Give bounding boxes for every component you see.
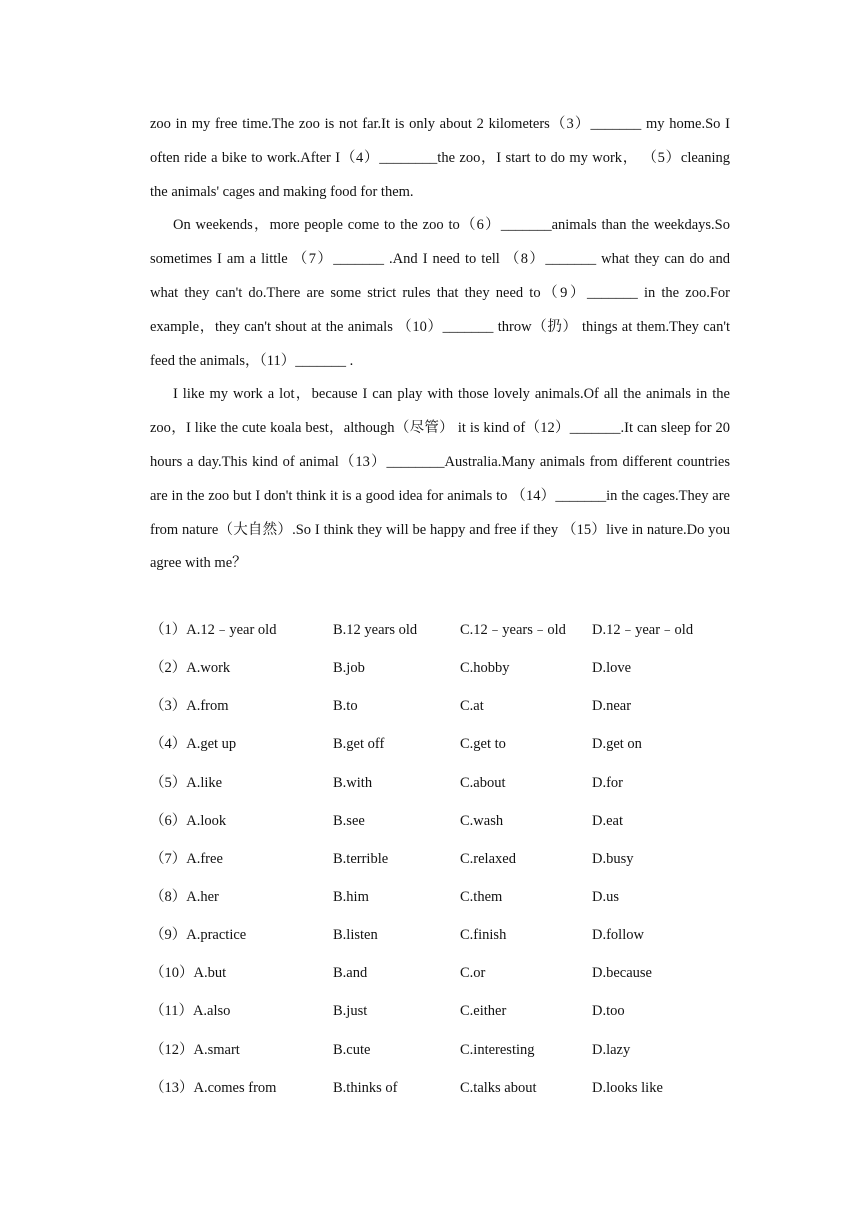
option-choice-a: （1）A.12﹣year old: [150, 622, 277, 638]
option-choice-d: D.for: [592, 774, 624, 791]
option-choice-d: D.because: [592, 965, 652, 982]
option-choice-a: （12）A.smart: [150, 1041, 240, 1058]
option-choice-d: D.looks like: [592, 1079, 663, 1096]
option-choice-a: （4）A.get up: [150, 736, 237, 753]
option-choice-a: （11）A.also: [150, 1003, 231, 1020]
option-choice-d: D.get on: [592, 736, 642, 753]
option-choice-d: D.near: [592, 698, 632, 715]
option-choice-a: （7）A.free: [150, 850, 223, 867]
option-choice-a: （13）A.comes from: [150, 1079, 277, 1096]
question-options-row: [150, 652, 730, 690]
option-choice-c: C.hobby: [460, 660, 510, 677]
option-choice-c: C.either: [460, 1003, 507, 1020]
question-options-row: [150, 690, 730, 728]
option-choice-b: B.get off: [333, 736, 385, 753]
question-options-row: [150, 728, 730, 766]
option-choice-a: （10）A.but: [150, 965, 227, 982]
question-options-row: [150, 614, 730, 652]
option-choice-b: B.with: [333, 774, 373, 791]
passage-paragraph: I like my work a lot，because I can play with those lovely animals.Of all the animals in the zoo，I like the cute koala best，although（尽管） it is kind of（12）_______.It can sleep for 20 hours a day.This kind of animal（13）________Australia.Many animals from different countries are in the zoo but I don't think it is a good idea for animals to （14）_______in the cages.They are from nature（大自然）.So I think they will be happy and free if they （15）live in nature.Do you agree with me？: [150, 386, 730, 572]
option-choice-b: B.terrible: [333, 850, 389, 867]
question-options-row: [150, 881, 730, 919]
option-choice-c: C.wash: [460, 812, 504, 829]
option-choice-a: （6）A.look: [150, 812, 227, 829]
option-choice-d: D.us: [592, 888, 619, 905]
option-choice-c: C.or: [460, 965, 486, 982]
option-choice-c: C.talks about: [460, 1079, 537, 1096]
option-choice-b: B.see: [333, 812, 365, 829]
question-options-row: [150, 957, 730, 995]
question-options-row: [150, 1034, 730, 1072]
option-choice-b: B.thinks of: [333, 1079, 398, 1096]
option-choice-c: C.finish: [460, 927, 507, 944]
answer-options-list: [150, 614, 730, 1110]
option-choice-c: C.get to: [460, 736, 506, 753]
option-choice-a: （3）A.from: [150, 698, 229, 715]
option-choice-b: B.job: [333, 660, 365, 677]
question-options-row: [150, 995, 730, 1033]
option-choice-d: D.love: [592, 660, 632, 677]
option-choice-d: D.follow: [592, 927, 644, 944]
option-choice-a: （9）A.practice: [150, 927, 247, 944]
option-choice-c: C.at: [460, 698, 484, 715]
option-choice-a: （8）A.her: [150, 888, 219, 905]
option-choice-d: D.12﹣year﹣old: [592, 622, 694, 638]
question-options-row: [150, 1072, 730, 1110]
option-choice-d: D.too: [592, 1003, 625, 1020]
option-choice-c: C.relaxed: [460, 850, 516, 867]
question-options-row: [150, 767, 730, 805]
option-choice-c: C.about: [460, 774, 506, 791]
question-options-row: [150, 843, 730, 881]
option-choice-c: C.interesting: [460, 1041, 535, 1058]
option-choice-b: B.listen: [333, 927, 378, 944]
option-choice-b: B.12 years old: [333, 622, 418, 638]
option-choice-b: B.to: [333, 698, 358, 715]
option-choice-c: C.them: [460, 888, 503, 905]
option-choice-c: C.12﹣years﹣old: [460, 622, 566, 638]
passage-paragraph: zoo in my free time.The zoo is not far.It is only about 2 kilometers（3）_______ my home.So I often ride a bike to work.After I（4）________the zoo，I start to do my work， （5）cleaning the animals' cages and making food for them.: [150, 116, 730, 200]
option-choice-b: B.him: [333, 888, 369, 905]
question-options-row: [150, 805, 730, 843]
option-choice-b: B.just: [333, 1003, 368, 1020]
option-choice-a: （2）A.work: [150, 660, 231, 677]
option-choice-b: B.cute: [333, 1041, 371, 1058]
option-choice-d: D.eat: [592, 812, 623, 829]
option-choice-a: （5）A.like: [150, 774, 223, 791]
reading-passage: [150, 108, 730, 581]
question-options-row: [150, 919, 730, 957]
passage-paragraph: On weekends，more people come to the zoo to（6）_______animals than the weekdays.So sometimes I am a little （7）_______ .And I need to tell （8）_______ what they can do and what they can't do.There are some strict rules that they need to（9）_______ in the zoo.For example，they can't shout at the animals （10）_______ throw（扔） things at them.They can't feed the animals，（11）_______ .: [150, 217, 730, 369]
option-choice-d: D.busy: [592, 850, 634, 867]
option-choice-d: D.lazy: [592, 1041, 631, 1058]
option-choice-b: B.and: [333, 965, 368, 982]
